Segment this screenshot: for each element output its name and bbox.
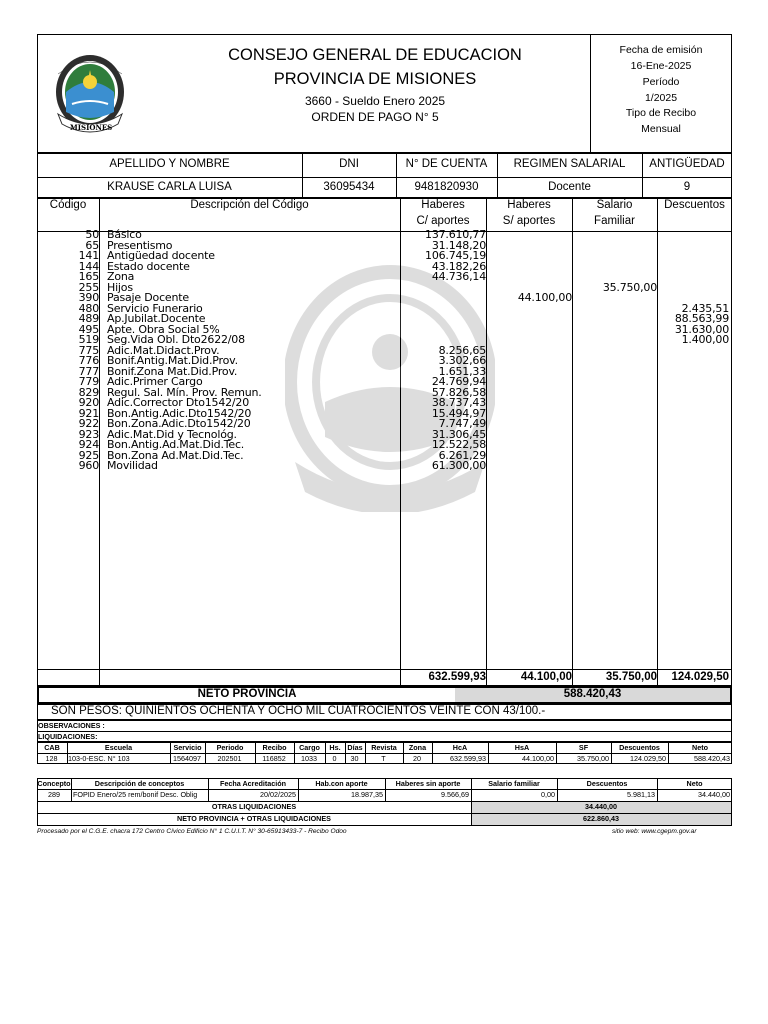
liq-cell-cab: 128 [45, 754, 58, 763]
conc-header-descripcion: Descripción de conceptos [94, 779, 185, 788]
item-code: 920 [78, 396, 99, 409]
liq-cell-hca: 632.599,93 [450, 754, 486, 763]
liq-cell-recibo: 116852 [262, 754, 286, 763]
total-sf: 35.750,00 [605, 671, 657, 683]
emp-header-cuenta: N° DE CUENTA [405, 158, 488, 170]
item-code: 141 [78, 249, 99, 262]
liq-header-cab: CAB [44, 743, 60, 752]
item-code: 50 [85, 228, 99, 241]
item-code: 776 [78, 354, 99, 367]
item-code: 65 [85, 238, 99, 252]
item-hca: 61.300,00 [431, 459, 486, 472]
item-description: Bonif.Antig.Mat.Did.Prov. [107, 354, 238, 367]
conc-header-hab-con-aporte: Hab.con aporte [315, 779, 368, 788]
item-descuento: 2.435,51 [681, 301, 729, 315]
emp-header-antiguedad: ANTIGÜEDAD [649, 158, 725, 170]
item-description: Ap.Jubilat.Docente [107, 312, 206, 325]
item-description: Adic.Primer Cargo [107, 375, 203, 388]
total-descuentos: 124.029,50 [671, 671, 729, 683]
item-code: 775 [78, 343, 99, 357]
obs-divider [37, 731, 732, 732]
item-description: Bon.Antig.Ad.Mat.Did.Tec. [107, 438, 245, 451]
neto-value: 588.420,43 [563, 688, 622, 700]
item-code: 255 [78, 280, 99, 294]
item-description: Servicio Funerario [107, 301, 203, 315]
neto-total-value: 622.860,43 [583, 814, 619, 823]
item-description: Bonif.Zona Mat.Did.Prov. [107, 364, 238, 378]
emp-value-cuenta: 9481820930 [414, 181, 479, 193]
otras-value: 34.440,00 [585, 802, 617, 811]
emp-value-regimen: Docente [548, 181, 591, 193]
emp-header-dni: DNI [339, 158, 359, 170]
item-hsa: 44.100,00 [517, 291, 572, 304]
item-code: 923 [78, 427, 99, 441]
item-description: Estado docente [107, 259, 190, 273]
footer-left: Procesado por el C.G.E. chacra 172 Centro Cívico Edificio N° 1 C.U.I.T. N° 30-65913433-7 - Recibo Odoo [37, 828, 347, 835]
item-code: 390 [78, 291, 99, 304]
fecha-value: 16-Ene-2025 [630, 60, 692, 72]
liquidaciones-label: LIQUIDACIONES: [38, 732, 98, 741]
col-hsa-1: Haberes [507, 199, 551, 211]
item-hca: 31.148,20 [431, 238, 486, 252]
item-description: Zona [107, 270, 135, 283]
son-pesos-text: SON PESOS: QUINIENTOS OCHENTA Y OCHO MIL CUATROCIENTOS VEINTE CON 43/100.- [51, 705, 546, 717]
item-hca: 43.182,26 [431, 259, 486, 273]
liq-header-hca: HcA [452, 743, 468, 752]
item-description: Regul. Sal. Mín. Prov. Remun. [107, 385, 262, 399]
item-description: Hijos [107, 280, 133, 294]
item-description: Antigüedad docente [107, 249, 215, 262]
conc-header-descuentos: Descuentos [586, 779, 628, 788]
item-hca: 38.737,43 [431, 396, 486, 409]
item-code: 924 [78, 438, 99, 451]
item-code: 165 [78, 270, 99, 283]
liq-header-servicio: Servicio [173, 743, 202, 752]
item-hca: 106.745,19 [425, 249, 486, 262]
liq-header-dias: Días [347, 743, 363, 752]
liq-header-hs: Hs. [329, 743, 341, 752]
footer-right: sitio web: www.cgepm.gov.ar [612, 828, 697, 835]
payment-order: ORDEN DE PAGO N° 5 [311, 110, 439, 124]
item-code: 144 [78, 259, 99, 273]
item-description: Apte. Obra Social 5% [107, 322, 220, 336]
item-description: Presentismo [107, 238, 173, 252]
item-descuento: 31.630,00 [674, 322, 729, 336]
periodo-value: 1/2025 [644, 92, 678, 104]
liq-cell-descuentos: 124.029,50 [630, 754, 666, 763]
emp-header-regimen: REGIMEN SALARIAL [513, 158, 626, 170]
item-hca: 137.610,77 [425, 228, 486, 241]
col-sf-1: Salario [596, 199, 633, 211]
conc-sum-sep [471, 801, 472, 826]
conc-header-neto: Neto [686, 779, 703, 788]
col-descripcion: Descripción del Código [190, 199, 309, 211]
conc-header-haberes-sin-aporte: Haberes sin aporte [395, 779, 461, 788]
item-code: 519 [78, 333, 99, 346]
liq-header-neto: Neto [692, 743, 708, 752]
item-sf: 35.750,00 [602, 280, 657, 294]
emp-value-antiguedad: 9 [683, 181, 691, 193]
liq-cell-periodo: 202501 [217, 754, 242, 763]
col-codigo: Código [49, 199, 87, 211]
conc-cell-hab-con-aporte: 18.987,35 [351, 790, 383, 799]
item-hca: 44.736,14 [431, 270, 486, 283]
liq-header-descuentos: Descuentos [619, 743, 660, 752]
item-hca: 31.306,45 [431, 427, 486, 441]
item-description: Pasaje Docente [107, 291, 189, 304]
item-description: Seg.Vida Obl. Dto2622/08 [107, 333, 245, 346]
total-hca: 632.599,93 [428, 671, 486, 683]
tipo-label: Tipo de Recibo [625, 107, 697, 119]
conc-cell-haberes-sin-aporte: 9.566,69 [441, 790, 469, 799]
liq-header-recibo: Recibo [262, 743, 287, 752]
item-code: 480 [78, 301, 99, 315]
conc-cell-descuentos: 5.981,13 [627, 790, 655, 799]
items-totals-divider [37, 669, 732, 670]
item-descuento: 1.400,00 [681, 333, 729, 346]
item-code: 925 [78, 448, 99, 462]
liq-cell-dias: 30 [350, 754, 359, 763]
item-hca: 57.826,58 [431, 385, 486, 399]
item-code: 922 [78, 417, 99, 430]
tipo-value: Mensual [641, 123, 681, 135]
item-code: 489 [78, 312, 99, 325]
col-sf-2: Familiar [594, 215, 635, 227]
item-hca: 24.769,94 [431, 375, 486, 388]
item-code: 921 [78, 406, 99, 420]
item-code: 495 [78, 322, 99, 336]
item-description: Básico [107, 228, 142, 241]
total-hsa: 44.100,00 [520, 671, 572, 683]
conc-header-fecha: Fecha Acreditación [219, 779, 287, 788]
employee-divider [37, 177, 732, 178]
liq-header-revista: Revista [371, 743, 397, 752]
item-code: 829 [78, 385, 99, 399]
conc-cell-neto: 34.440,00 [698, 790, 730, 799]
item-description: Bon.Antig.Adic.Dto1542/20 [107, 406, 252, 420]
conc-cell-concepto: 289 [48, 790, 60, 799]
item-description: Adic.Corrector Dto1542/20 [107, 396, 250, 409]
items-col-sep [99, 198, 100, 686]
item-description: Movilidad [107, 459, 158, 472]
liq-cell-escuela: 103-0-ESC. N° 103 [68, 754, 130, 763]
col-descuentos: Descuentos [664, 199, 725, 211]
liq-cell-hs: 0 [332, 754, 337, 763]
liq-header-zona: Zona [408, 743, 427, 752]
col-hca-1: Haberes [421, 199, 465, 211]
conc-cell-salario-familiar: 0,00 [541, 790, 555, 799]
liq-cell-cargo: 1033 [301, 754, 317, 763]
conc-header-concepto: Concepto [37, 779, 71, 788]
item-hca: 3.302,66 [438, 354, 486, 367]
otras-label: OTRAS LIQUIDACIONES [211, 802, 297, 811]
liq-header-hsa: HsA [514, 743, 530, 752]
item-code: 960 [78, 459, 99, 472]
item-hca: 8.256,65 [438, 343, 486, 357]
item-description: Bon.Zona Ad.Mat.Did.Tec. [107, 448, 244, 462]
item-description: Adic.Mat.Didact.Prov. [107, 343, 220, 357]
liq-cell-revista: T [381, 754, 386, 763]
item-description: Adic.Mat.Did y Tecnológ. [107, 427, 237, 441]
items-col-sep [572, 198, 573, 686]
liq-cell-servicio: 1564097 [173, 754, 201, 763]
liq-cell-neto: 588.420,43 [694, 754, 730, 763]
liq-header-cargo: Cargo [299, 743, 320, 752]
liq-header-sf: SF [578, 743, 589, 752]
emp-value-dni: 36095434 [323, 181, 375, 193]
org-name: CONSEJO GENERAL DE EDUCACION [228, 46, 522, 64]
item-hca: 1.651,33 [438, 364, 486, 378]
col-hca-2: C/ aportes [416, 215, 470, 227]
liq-cell-sf: 35.750,00 [577, 754, 609, 763]
periodo-label: Período [642, 76, 680, 88]
emp-value-name: KRAUSE CARLA LUISA [107, 181, 232, 193]
item-description: Bon.Zona.Adic.Dto1542/20 [107, 417, 251, 430]
liq-cell-hsa: 44.100,00 [522, 754, 554, 763]
conc-header-salario-familiar: Salario familiar [488, 779, 540, 788]
logo-text-bottom: MISIONES [70, 123, 113, 132]
observaciones-label: OBSERVACIONES : [38, 721, 105, 730]
province-name: PROVINCIA DE MISIONES [273, 70, 477, 88]
item-descuento: 88.563,99 [674, 312, 729, 325]
item-hca: 12.522,58 [431, 438, 486, 451]
item-hca: 6.261,29 [438, 448, 486, 462]
fecha-label: Fecha de emisión [619, 44, 703, 56]
item-hca: 15.494,97 [431, 406, 486, 420]
emp-header-name: APELLIDO Y NOMBRE [109, 158, 230, 170]
neto-total-label: NETO PROVINCIA + OTRAS LIQUIDACIONES [177, 814, 331, 823]
liq-cell-zona: 20 [413, 754, 421, 763]
neto-label: NETO PROVINCIA [197, 688, 297, 700]
province-logo [52, 52, 128, 134]
liq-header-escuela: Escuela [104, 743, 133, 752]
item-code: 779 [78, 375, 99, 388]
liq-header-periodo: Periodo [216, 743, 244, 752]
conc-cell-fecha: 20/02/2025 [260, 790, 296, 799]
payroll-title: 3660 - Sueldo Enero 2025 [304, 94, 446, 108]
items-col-sep [657, 198, 658, 686]
item-code: 777 [78, 364, 99, 378]
col-hsa-2: S/ aportes [502, 215, 556, 227]
item-hca: 7.747,49 [438, 417, 486, 430]
conc-cell-descripcion: FOPID Enero/25 rem/bonif Desc. Oblig [73, 790, 198, 799]
